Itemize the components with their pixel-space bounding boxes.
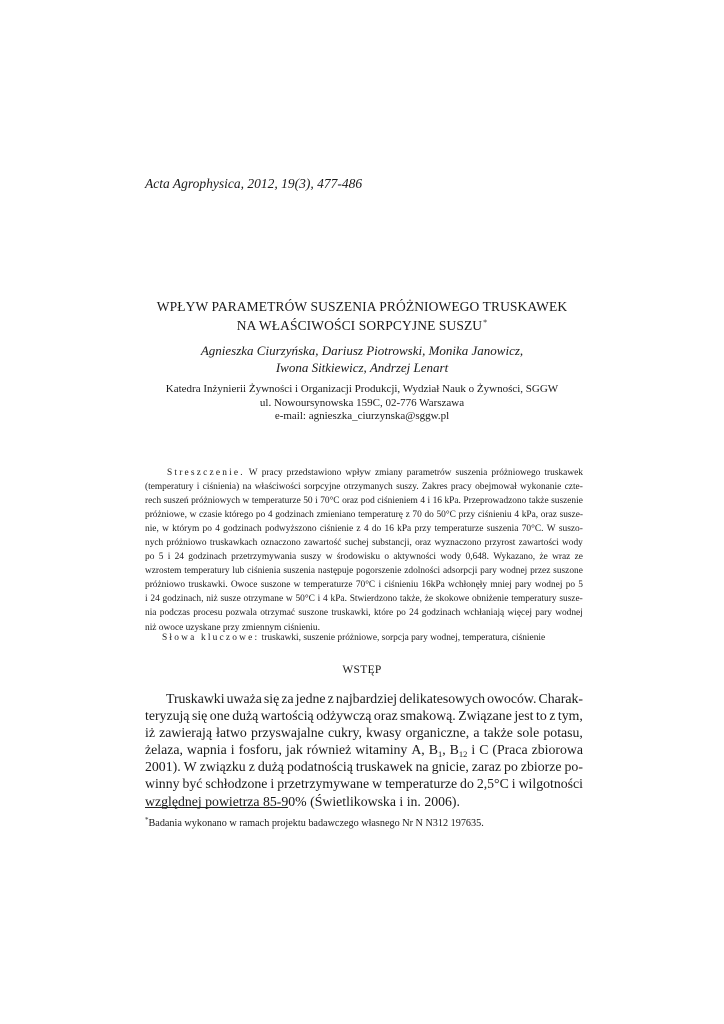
word: więcej <box>507 608 532 619</box>
word: wodnej <box>555 608 583 619</box>
word: przedstawiono <box>286 468 342 478</box>
word: wody <box>440 552 462 563</box>
word: pogorszenie <box>356 566 402 577</box>
word: w <box>293 580 301 591</box>
word: podczas <box>159 608 190 619</box>
word: pracy <box>450 482 472 493</box>
word: przyrost <box>484 538 516 549</box>
word: nych <box>145 538 164 549</box>
word: także <box>528 496 549 507</box>
word: lub <box>232 566 245 577</box>
word: zmiany <box>375 468 403 478</box>
word: susze <box>220 594 241 605</box>
word: otrzymać <box>260 608 296 619</box>
word: a <box>473 725 480 741</box>
word: suchej <box>344 538 369 549</box>
word: pary <box>514 580 532 591</box>
word: z <box>248 759 255 775</box>
word: sole <box>517 725 540 741</box>
word: sorpcyjne <box>303 482 341 493</box>
word: Owoce <box>230 580 258 591</box>
word: truskawki. <box>188 580 228 591</box>
word: 4 <box>514 510 520 521</box>
word: 50 <box>303 496 313 507</box>
word: że <box>424 594 434 605</box>
word: w <box>372 776 383 792</box>
section-heading: WSTĘP <box>342 664 382 676</box>
word: czte- <box>564 482 583 493</box>
word: 4 <box>420 496 426 507</box>
authors-line: Iwona Sitkiewicz, Andrzej Lenart <box>275 359 449 375</box>
word: i <box>378 580 382 591</box>
word: nia <box>145 608 157 619</box>
word: i <box>196 482 200 493</box>
word: (temperatury <box>145 482 194 493</box>
word: być <box>182 776 203 792</box>
body-line <box>145 758 583 775</box>
word: jedne <box>295 691 326 706</box>
word: zawartości <box>518 538 559 549</box>
word: temperaturze <box>251 496 301 507</box>
word: adsorpcji <box>442 566 478 577</box>
word: delikatesowych <box>399 691 486 706</box>
word: rech <box>145 496 162 507</box>
word: oraz <box>540 510 557 521</box>
word: tym, <box>557 708 583 724</box>
word: kPa <box>397 524 412 535</box>
abstract-line <box>145 536 583 550</box>
word: następuje <box>317 566 354 577</box>
word: w <box>189 510 197 521</box>
word: niż <box>206 594 218 605</box>
word: suszenia <box>486 524 519 535</box>
word: przetrzymywania <box>231 552 297 563</box>
word: 70°C <box>320 496 340 507</box>
word: parametrów <box>406 468 452 478</box>
abstract-line <box>145 466 583 480</box>
word: przetrzymywane <box>277 776 370 792</box>
word: Wykazano, <box>493 552 536 563</box>
keywords <box>162 633 545 643</box>
word: teryzują <box>145 708 190 724</box>
title-line <box>0 315 724 334</box>
word: Przeprowadzono <box>463 496 527 507</box>
word: próżniowego <box>491 468 541 478</box>
footnote-mark: * <box>145 816 149 824</box>
word: się <box>263 691 280 706</box>
word: dużą <box>232 708 259 724</box>
word: godzinach <box>421 608 461 619</box>
word: i <box>427 496 431 507</box>
word: z <box>549 708 556 724</box>
word: i <box>167 552 171 563</box>
abstract-line <box>145 564 583 578</box>
word: 2001). <box>145 759 181 775</box>
affiliation <box>0 383 724 424</box>
word: po <box>255 510 266 521</box>
word: kPa, <box>521 510 539 521</box>
body-line <box>145 690 583 707</box>
word: godzinach, <box>162 594 204 605</box>
body-line <box>145 775 583 792</box>
word: wapnia <box>186 742 227 758</box>
affiliation-email: e-mail: agnieszka_ciurzynska@sggw.pl <box>274 410 450 422</box>
word: fosforu, <box>238 742 282 758</box>
word: one <box>209 708 230 724</box>
authors-line: Agnieszka Ciurzyńska, Dariusz Piotrowski, Monika Janowicz, <box>200 343 524 358</box>
word: A, <box>411 742 425 758</box>
word: po <box>145 552 155 563</box>
word: po <box>396 608 406 619</box>
word: suszy <box>300 552 322 563</box>
word: godzinach <box>275 510 314 521</box>
word: jak <box>285 742 303 758</box>
word: jest <box>514 708 534 724</box>
word: które <box>373 608 394 619</box>
word: i <box>145 594 148 605</box>
word: 70°C <box>355 580 376 591</box>
word: wartością <box>260 708 314 724</box>
word: witaminy <box>355 742 408 758</box>
title-footnote-mark: * <box>483 318 488 327</box>
word: za <box>281 691 294 706</box>
word: Związane <box>458 708 512 724</box>
body-line <box>145 741 583 758</box>
word: temperaturze <box>303 580 353 591</box>
word: cukry, <box>327 725 362 741</box>
word: pracy <box>261 468 283 478</box>
word: przy <box>414 524 432 535</box>
word: kwasy <box>366 725 402 741</box>
word: oraz <box>373 708 398 724</box>
word: 5 <box>578 580 583 591</box>
word: truskawkach <box>209 538 258 549</box>
word: temperatury <box>511 594 557 605</box>
word: 50°C <box>436 510 456 521</box>
word: W <box>248 468 258 478</box>
word: winny <box>145 776 180 792</box>
word: i <box>270 776 275 792</box>
word: wzrostem <box>145 566 182 577</box>
article-title <box>0 299 724 334</box>
abstract-line <box>145 508 583 522</box>
word: w <box>285 594 293 605</box>
word: zawierają <box>159 725 212 741</box>
word: kPa. <box>330 594 347 605</box>
word: 4 <box>267 510 273 521</box>
word: czasie <box>199 510 222 521</box>
word: wchłonęły <box>448 580 488 591</box>
word: schłodzone <box>205 776 268 792</box>
word: kPa. <box>444 496 461 507</box>
word: 24 <box>174 552 184 563</box>
word: temperaturę <box>358 510 403 521</box>
word: próżniowych <box>191 496 241 507</box>
word: ze <box>574 552 583 563</box>
word: C <box>479 742 489 758</box>
word: smakową. <box>400 708 456 724</box>
word: wraz <box>552 552 571 563</box>
word: po <box>504 759 518 775</box>
word: 70 <box>412 510 422 521</box>
word: i <box>471 742 476 758</box>
word: to <box>536 708 547 724</box>
word: owoców. <box>487 691 537 706</box>
word: podatnością <box>286 759 353 775</box>
word: próżniowo <box>145 580 186 591</box>
word: otrzymane <box>243 594 284 605</box>
word: wodnej <box>499 566 528 577</box>
footnote <box>145 816 484 829</box>
word: którego <box>224 510 254 521</box>
word: ciśnienia) <box>202 482 240 493</box>
word: (Praca <box>492 742 528 758</box>
word: po <box>565 580 576 591</box>
word: truskawek <box>544 468 583 478</box>
word: odżywczą <box>316 708 372 724</box>
word: także <box>483 725 513 741</box>
word: wody <box>562 538 583 549</box>
word: Stwierdzono <box>349 594 398 605</box>
word: ciśnienie <box>319 524 354 535</box>
keywords-label: Słowa kluczowe: <box>162 633 260 643</box>
word: że <box>539 552 548 563</box>
word: suszone <box>298 608 329 619</box>
word: pod <box>360 496 375 507</box>
word: otrzymanych <box>343 482 393 493</box>
word: dużą <box>257 759 284 775</box>
word: uważa <box>226 691 262 706</box>
word: obniżenie <box>472 594 509 605</box>
title-text: NA WŁAŚCIWOŚCI SORPCYJNE SUSZU <box>236 318 483 333</box>
word: truskawki, <box>331 608 371 619</box>
word: wyznaczono <box>434 538 482 549</box>
word: ciśnieniem <box>377 496 418 507</box>
word: temperaturze <box>385 776 458 792</box>
footnote-rule <box>145 807 288 808</box>
word: łatwo <box>216 725 247 741</box>
word: 4 <box>215 524 220 535</box>
word: suszeń <box>163 496 189 507</box>
word: zawartość <box>303 538 342 549</box>
word: o <box>384 552 390 563</box>
word: mniej <box>490 580 512 591</box>
word: W <box>546 524 556 535</box>
word: wilgotności <box>518 776 583 792</box>
word: nie, <box>145 524 159 535</box>
abstract-line <box>145 606 583 620</box>
word: którym <box>172 524 200 535</box>
abstract-line <box>145 550 583 564</box>
word: związku <box>199 759 246 775</box>
word: się <box>191 708 208 724</box>
abstract-line <box>145 522 583 536</box>
word: suszo- <box>558 524 583 535</box>
abstract-line <box>145 480 583 494</box>
word: z <box>327 691 334 706</box>
word: w <box>162 524 169 535</box>
word: suszenia <box>455 468 488 478</box>
word: próżniowe, <box>145 510 187 521</box>
word: do <box>424 510 434 521</box>
word: 2,5°C <box>476 776 509 792</box>
affiliation-line: Katedra Inżynierii Żywności i Organizacji Produkcji, Wydział Nauk o Żywności, SGGW <box>165 383 559 395</box>
word: 4 <box>363 524 369 535</box>
word: i <box>317 594 321 605</box>
word: 16 <box>432 496 442 507</box>
word: przy <box>458 510 476 521</box>
word: pary <box>480 566 497 577</box>
word: i <box>315 496 318 507</box>
word: do <box>371 524 382 535</box>
abstract-line <box>145 494 583 508</box>
word: iż <box>145 725 155 741</box>
title-line: WPŁYW PARAMETRÓW SUSZENIA PRÓŻNIOWEGO TRUSKAWEK <box>156 299 568 314</box>
word: ciśnieniu <box>477 510 512 521</box>
word: $B_1$, <box>428 742 446 760</box>
word: Charak- <box>538 691 583 706</box>
word: żelaza, <box>145 742 183 758</box>
word: skokowe <box>435 594 470 605</box>
abstract-line: niż owoce uzyskane przy zmiennym ciśnieniu. <box>145 622 320 633</box>
body-line: względnej powietrza 85-90% (Świetlikowska i in. 2006). <box>145 793 460 809</box>
journal-citation: Acta Agrophysica, 2012, 19(3), 477-486 <box>145 176 363 191</box>
word: właściwości <box>254 482 301 493</box>
word: przyswajalne <box>250 725 324 741</box>
word: z <box>356 524 361 535</box>
word: oraz <box>342 496 359 507</box>
word: w <box>242 496 250 507</box>
word: wpływ <box>345 468 371 478</box>
body-line <box>145 707 583 724</box>
word: na <box>242 482 252 493</box>
word: pozwala <box>225 608 257 619</box>
word: po <box>202 524 212 535</box>
word: 4 <box>323 594 328 605</box>
word: ciśnienia <box>247 566 281 577</box>
affiliation-line: ul. Nowoursynowska 159C, 02-776 Warszawa <box>259 396 465 409</box>
word: 70°C. <box>521 524 544 535</box>
body-line <box>145 724 583 741</box>
body-text <box>145 690 583 810</box>
word: i <box>511 776 516 792</box>
word: aktywności <box>393 552 437 563</box>
word: zdolności <box>404 566 441 577</box>
word: po- <box>564 759 583 775</box>
abstract-label: Streszczenie. <box>167 468 245 478</box>
word: i <box>230 742 235 758</box>
word: Zakres <box>422 482 448 493</box>
word: najbardziej <box>335 691 398 706</box>
word: oznaczono <box>260 538 301 549</box>
word: podwyższono <box>264 524 317 535</box>
keywords-text: truskawki, suszenie próżniowe, sorpcja pary wodnej, temperatura, ciśnienie <box>259 633 546 643</box>
word: 5 <box>158 552 164 563</box>
word: 0,648. <box>465 552 489 563</box>
word: Truskawki <box>166 691 225 706</box>
word: wodnej <box>534 580 563 591</box>
word: truskawek <box>355 759 413 775</box>
word: temperatury <box>184 566 230 577</box>
word: także, <box>399 594 422 605</box>
word: z <box>405 510 410 521</box>
word: wykonanie <box>520 482 562 493</box>
word: wchłaniają <box>463 608 505 619</box>
word: W <box>183 759 197 775</box>
word: 24 <box>150 594 160 605</box>
word: ciśnieniu <box>384 580 419 591</box>
word: przez <box>530 566 551 577</box>
word: procesu <box>193 608 223 619</box>
abstract <box>145 466 583 635</box>
word: pary <box>535 608 552 619</box>
word: susze- <box>559 594 583 605</box>
word: zaraz <box>471 759 502 775</box>
word: na <box>415 759 429 775</box>
word: 50°C <box>295 594 315 605</box>
abstract-line <box>145 592 583 606</box>
word: substancji, <box>371 538 412 549</box>
word: godzinach <box>223 524 262 535</box>
word: suszone <box>553 566 583 577</box>
word: w <box>325 552 333 563</box>
word: temperaturze <box>434 524 484 535</box>
word: suszy. <box>396 482 419 493</box>
word: 16 <box>384 524 394 535</box>
word: susze- <box>559 510 583 521</box>
word: zbiorze <box>520 759 562 775</box>
author-list <box>0 343 724 376</box>
word: zmieniano <box>316 510 356 521</box>
word: suszenia <box>283 566 316 577</box>
word: suszone <box>260 580 291 591</box>
word: do <box>460 776 474 792</box>
word: organiczne, <box>405 725 470 741</box>
word: $B_{12}$ <box>449 742 468 760</box>
word: również <box>306 742 352 758</box>
word: godzinach <box>188 552 227 563</box>
abstract-line <box>145 578 583 592</box>
word: 24 <box>409 608 419 619</box>
word: próżniowo <box>166 538 207 549</box>
word: oraz <box>415 538 432 549</box>
word: 16kPa <box>421 580 445 591</box>
word: gnicie, <box>431 759 469 775</box>
word: środowisku <box>336 552 381 563</box>
word: obejmował <box>475 482 517 493</box>
word: suszenie <box>551 496 583 507</box>
word: potasu, <box>543 725 583 741</box>
abstract-text <box>245 466 583 480</box>
footnote-text: Badania wykonano w ramach projektu badawczego własnego Nr N N312 197635. <box>148 818 484 829</box>
word: zbiorowa <box>531 742 583 758</box>
